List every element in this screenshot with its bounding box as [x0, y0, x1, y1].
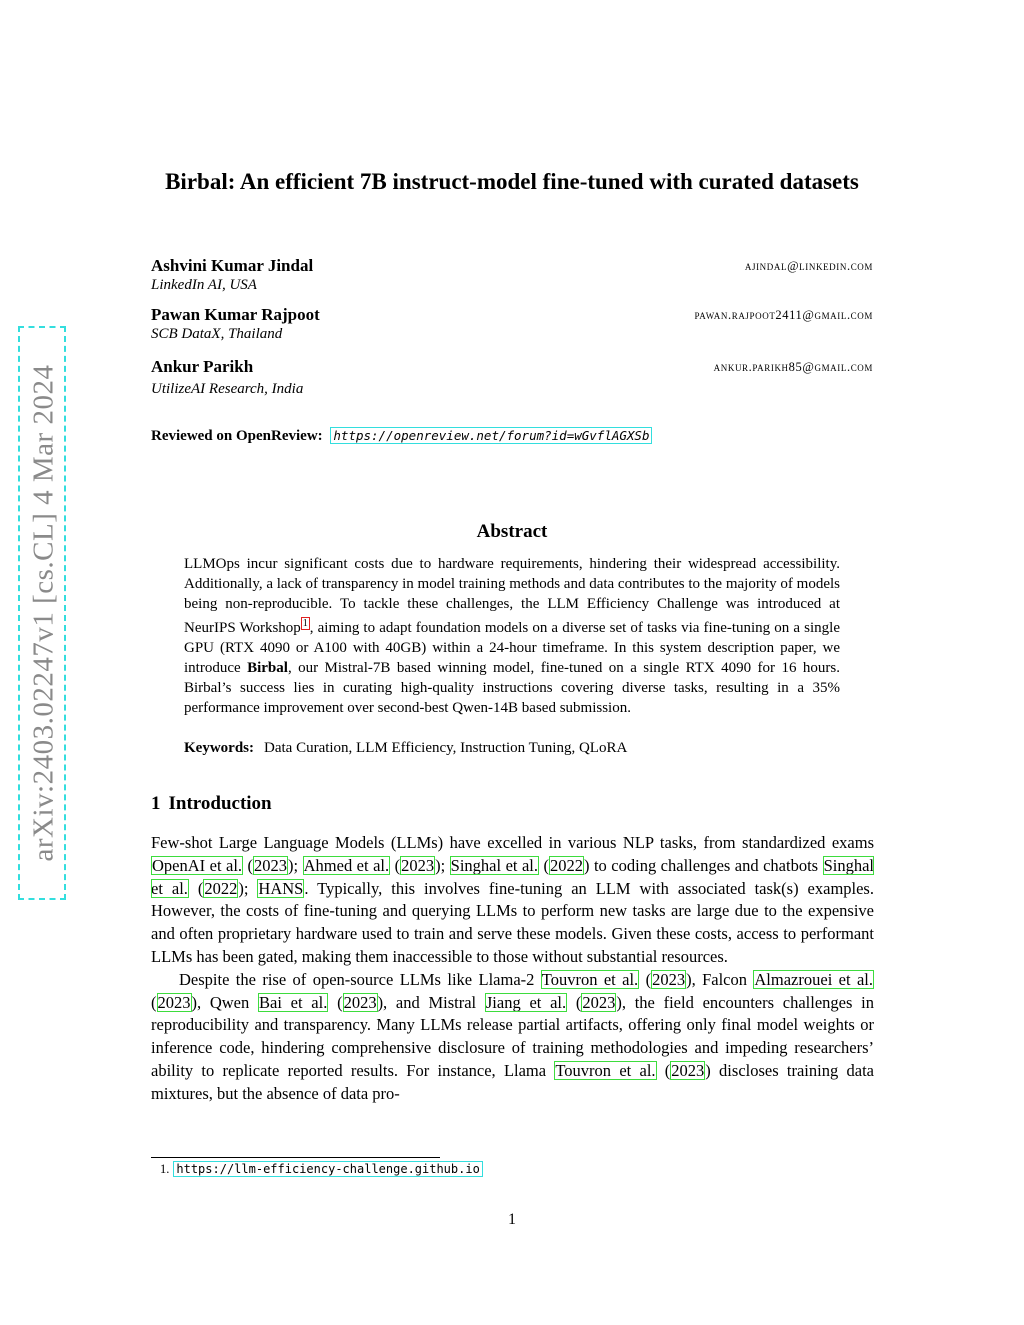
citation-link[interactable]: Almazrouei et al. [754, 969, 873, 989]
abstract-text: , our Mistral-7B based winning model, fine-tuned on a single RTX 4090 for 16 hours. Birbal’s success lies in curating high-quality instructions covering diverse tasks, resulting in a 35% performance improvement over second-best Qwen-14B based submission. [184, 660, 840, 716]
keywords [184, 740, 627, 757]
text: ( [243, 855, 254, 875]
text: ); [288, 855, 303, 875]
footnote-number: 1. [160, 1162, 170, 1176]
text: Despite the rise of open-source LLMs like Llama-2 [179, 969, 541, 989]
text: ); [435, 855, 450, 875]
author-email: pawan.rajpoot2411@gmail.com [694, 308, 873, 322]
author-email: ankur.parikh85@gmail.com [713, 360, 873, 374]
section-heading [151, 793, 272, 815]
author-name: Pawan Kumar Rajpoot [151, 305, 320, 324]
keywords-text: Data Curation, LLM Efficiency, Instruction Tuning, QLoRA [264, 740, 628, 756]
text: . Typically, this involves fine-tuning an LLM with associated task(s) examples. However, the costs of fine-tuning and querying LLMs to perform new tasks are large due to the expensive and often proprietary hardware used to train and serve these models. Given these costs, access to performant LLMs has been gated, making them inaccessible to those without substantial resources. [151, 878, 874, 966]
author-name: Ashvini Kumar Jindal [151, 256, 314, 275]
citation-link[interactable]: Bai et al. [259, 992, 328, 1012]
footnote-ref-link[interactable]: 1 [302, 618, 308, 629]
author-name: Ankur Parikh [151, 357, 254, 376]
citation-year-link[interactable]: 2023 [254, 855, 288, 875]
citation-year-link[interactable]: 2023 [401, 855, 435, 875]
citation-year-link[interactable]: 2023 [343, 992, 377, 1012]
footnote-divider [151, 1157, 440, 1158]
review-label: Reviewed on OpenReview: [151, 428, 323, 444]
text: ( [390, 855, 401, 875]
model-name: Birbal [247, 660, 288, 676]
citation-link[interactable]: HANS [258, 878, 304, 898]
text: ( [656, 1060, 671, 1080]
section-number: 1 [151, 793, 161, 814]
text: ), Qwen [191, 992, 258, 1012]
citation-link[interactable]: Ahmed et al. [303, 855, 390, 875]
section-title: Introduction [168, 793, 272, 814]
review-line [151, 427, 652, 445]
citation-link[interactable]: Singhal et al. [450, 855, 538, 875]
abstract-heading: Abstract [476, 521, 548, 542]
footnote [160, 1162, 483, 1177]
abstract-text: LLMOps incur significant costs due to hardware requirements, hindering their widespread accessibility. Additionally, a lack of transparency in model training methods and data contributes to the majority of models being non-reproducible. To tackle these challenges, the LLM Efficiency Challenge was introduced at NeurIPS Workshop [184, 556, 840, 636]
author-affiliation: UtilizeAI Research, India [151, 381, 304, 397]
citation-link[interactable]: Singhal et al. [151, 855, 874, 898]
author-affiliation: LinkedIn AI, USA [151, 277, 257, 293]
paragraph [151, 969, 874, 1106]
introduction-body [151, 832, 874, 1106]
footnote-url-link[interactable]: https://llm-efficiency-challenge.github.io [173, 1161, 482, 1177]
text: ( [328, 992, 343, 1012]
citation-year-link[interactable]: 2023 [157, 992, 191, 1012]
text: ), the field encounters challenges in reproducibility and transparency. Many LLMs release partial artifacts, offering only final model weights or inference code, hindering comprehensive disclosure of training methodologies and impeding researchers’ ability to replicate reported results. For instance, Llama [151, 992, 874, 1080]
openreview-link[interactable]: https://openreview.net/forum?id=wGvflAGXSb [330, 427, 652, 444]
text: Few-shot Large Language Models (LLMs) have excelled in various NLP tasks, from standardized exams [151, 833, 874, 852]
text: ), and Mistral [377, 992, 485, 1012]
text: ( [539, 855, 549, 875]
text: ); [238, 878, 258, 898]
text: ) discloses training data mixtures, but the absence of data pro- [151, 1060, 874, 1103]
paragraph [151, 832, 874, 969]
paper-title: Birbal: An efficient 7B instruct-model fine-tuned with curated datasets [165, 169, 859, 194]
abstract-body [184, 554, 840, 718]
citation-year-link[interactable]: 2023 [671, 1060, 705, 1080]
citation-year-link[interactable]: 2022 [549, 855, 583, 875]
text: ) to coding challenges and chatbots [583, 855, 823, 875]
citation-link[interactable]: Touvron et al. [555, 1060, 656, 1080]
text: ), Falcon [686, 969, 754, 989]
author-email: ajindal@linkedin.com [744, 259, 873, 273]
text: ( [188, 878, 204, 898]
citation-year-link[interactable]: 2023 [652, 969, 686, 989]
text: ( [639, 969, 652, 989]
citation-link[interactable]: OpenAI et al. [152, 855, 243, 875]
citation-link[interactable]: Jiang et al. [485, 992, 567, 1012]
text: ( [567, 992, 582, 1012]
arxiv-identifier: arXiv:2403.02247v1 [cs.CL] 4 Mar 2024 [27, 364, 60, 862]
citation-link[interactable]: Touvron et al. [541, 969, 639, 989]
text: ( [151, 992, 157, 1012]
citation-year-link[interactable]: 2022 [204, 878, 238, 898]
keywords-label: Keywords: [184, 740, 254, 756]
author-affiliation: SCB DataX, Thailand [151, 326, 283, 342]
page-number: 1 [508, 1211, 516, 1228]
citation-year-link[interactable]: 2023 [582, 992, 616, 1012]
abstract-text: , aiming to adapt foundation models on a diverse set of tasks via fine-tuning on a single GPU (RTX 4090 or A100 with 40GB) within a 24-hour timeframe. In this system description paper, we introduce [184, 620, 840, 676]
